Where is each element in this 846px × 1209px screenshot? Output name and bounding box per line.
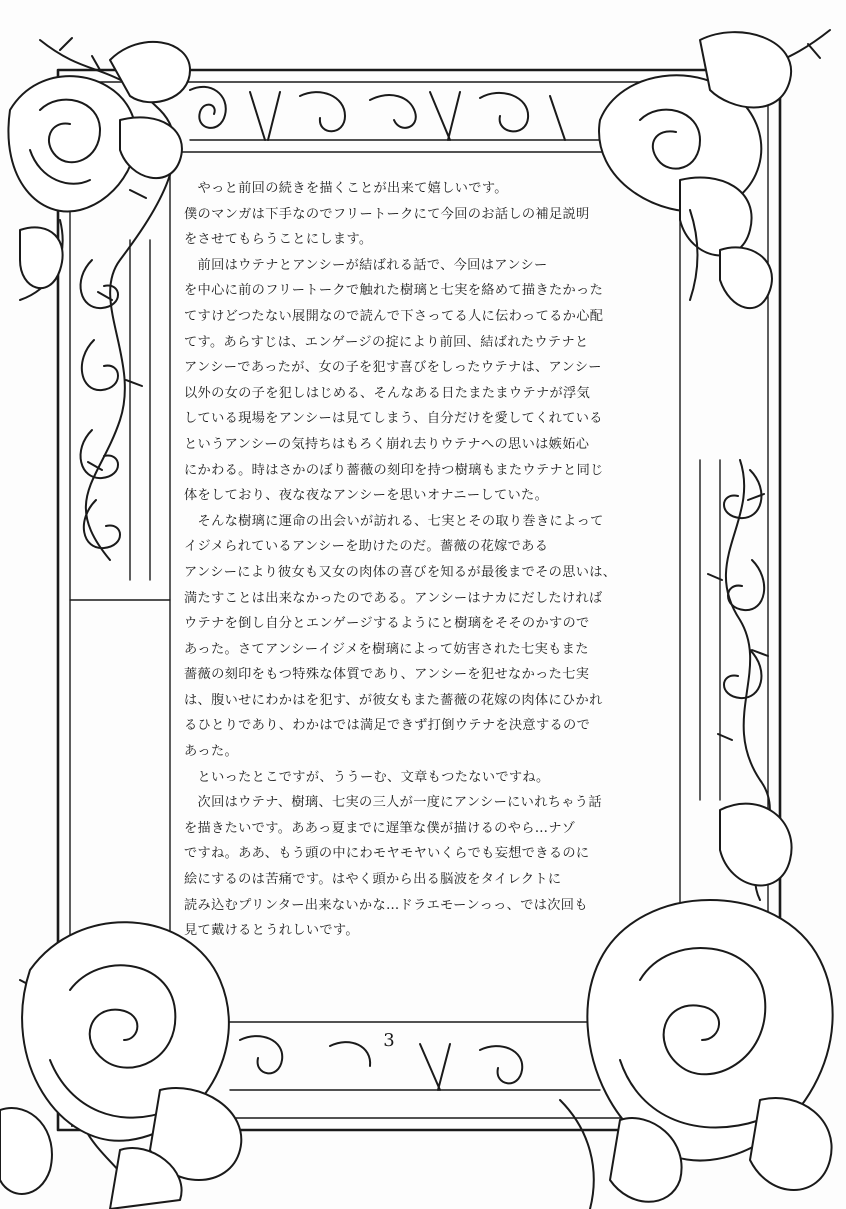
text-line: あった。さてアンシーイジメを樹璃によって妨害された七実もまた <box>184 641 589 657</box>
text-line: を描きたいです。ああっ夏までに遅筆な僕が描けるのやら…ナゾ <box>184 820 576 836</box>
text-line: 見て戴けるとうれしいです。 <box>184 923 359 939</box>
text-line: といったとこですが、ううーむ、文章もつたないですね。 <box>184 769 550 785</box>
afterword-text <box>184 176 664 944</box>
text-line: 僕のマンガは下手なのでフリートークにて今回のお話しの補足説明 <box>184 206 590 222</box>
text-line: 満たすことは出来なかったのである。アンシーはナカにだしたければ <box>184 590 603 606</box>
text-line: るひとりであり、わかはでは満足できず打倒ウテナを決意するので <box>184 718 591 734</box>
text-line: 薔薇の刻印をもつ特殊な体質であり、アンシーを犯せなかった七実 <box>184 667 590 683</box>
text-line: てす。あらすじは、エンゲージの掟により前回、結ばれたウテナと <box>184 334 589 350</box>
text-line: 絵にするのは苦痛です。はやく頭から出る脳波をタイレクトに <box>184 872 562 888</box>
text-line: 以外の女の子を犯しはじめる、そんなある日たまたまウテナが浮気 <box>184 385 591 401</box>
text-line: 体をしており、夜な夜なアンシーを思いオナニーしていた。 <box>184 488 549 504</box>
text-line: アンシーであったが、女の子を犯す喜びをしったウテナは、アンシー <box>184 360 602 376</box>
text-line: をさせてもらうことにします。 <box>184 232 373 248</box>
text-line: している現場をアンシーは見てしまう、自分だけを愛してくれている <box>184 411 603 427</box>
text-line: やっと前回の続きを描くことが出来て嬉しいです。 <box>184 181 508 196</box>
text-line: てすけどつたない展開なので読んで下さってる人に伝わってるか心配 <box>184 308 604 324</box>
text-line: というアンシーの気持ちはもろく崩れ去りウテナへの思いは嫉妬心 <box>184 436 590 452</box>
text-line: あった。 <box>184 744 239 760</box>
text-line: イジメられているアンシーを助けたのだ。薔薇の花嫁である <box>184 539 549 555</box>
text-line: を中心に前のフリートークで触れた樹璃と七実を絡めて描きたかった <box>184 283 604 299</box>
text-line: アンシーにより彼女も又女の肉体の喜びを知るが最後までその思いは、 <box>184 564 617 580</box>
text-line: にかわる。時はさかのぼり薔薇の刻印を持つ樹璃もまたウテナと同じ <box>184 462 604 478</box>
page-number: 3 <box>383 1030 395 1051</box>
text-line: 次回はウテナ、樹璃、七実の三人が一度にアンシーにいれちゃう話 <box>184 795 602 811</box>
text-line: ウテナを倒し自分とエンゲージするようにと樹璃をそそのかすので <box>184 616 590 632</box>
text-line: ですね。ああ、もう頭の中にわモヤモヤいくらでも妄想できるのに <box>184 846 590 862</box>
text-line: 読み込むプリンター出来ないかな…ドラエモーンっっ、では次回も <box>184 897 588 913</box>
text-line: 前回はウテナとアンシーが結ばれる話で、今回はアンシー <box>184 257 548 273</box>
text-line: は、腹いせにわかはを犯す、が彼女もまた薔薇の花嫁の肉体にひかれ <box>184 692 603 708</box>
text-line: そんな樹璃に運命の出会いが訪れる、七実とその取り巻きによって <box>184 513 604 529</box>
